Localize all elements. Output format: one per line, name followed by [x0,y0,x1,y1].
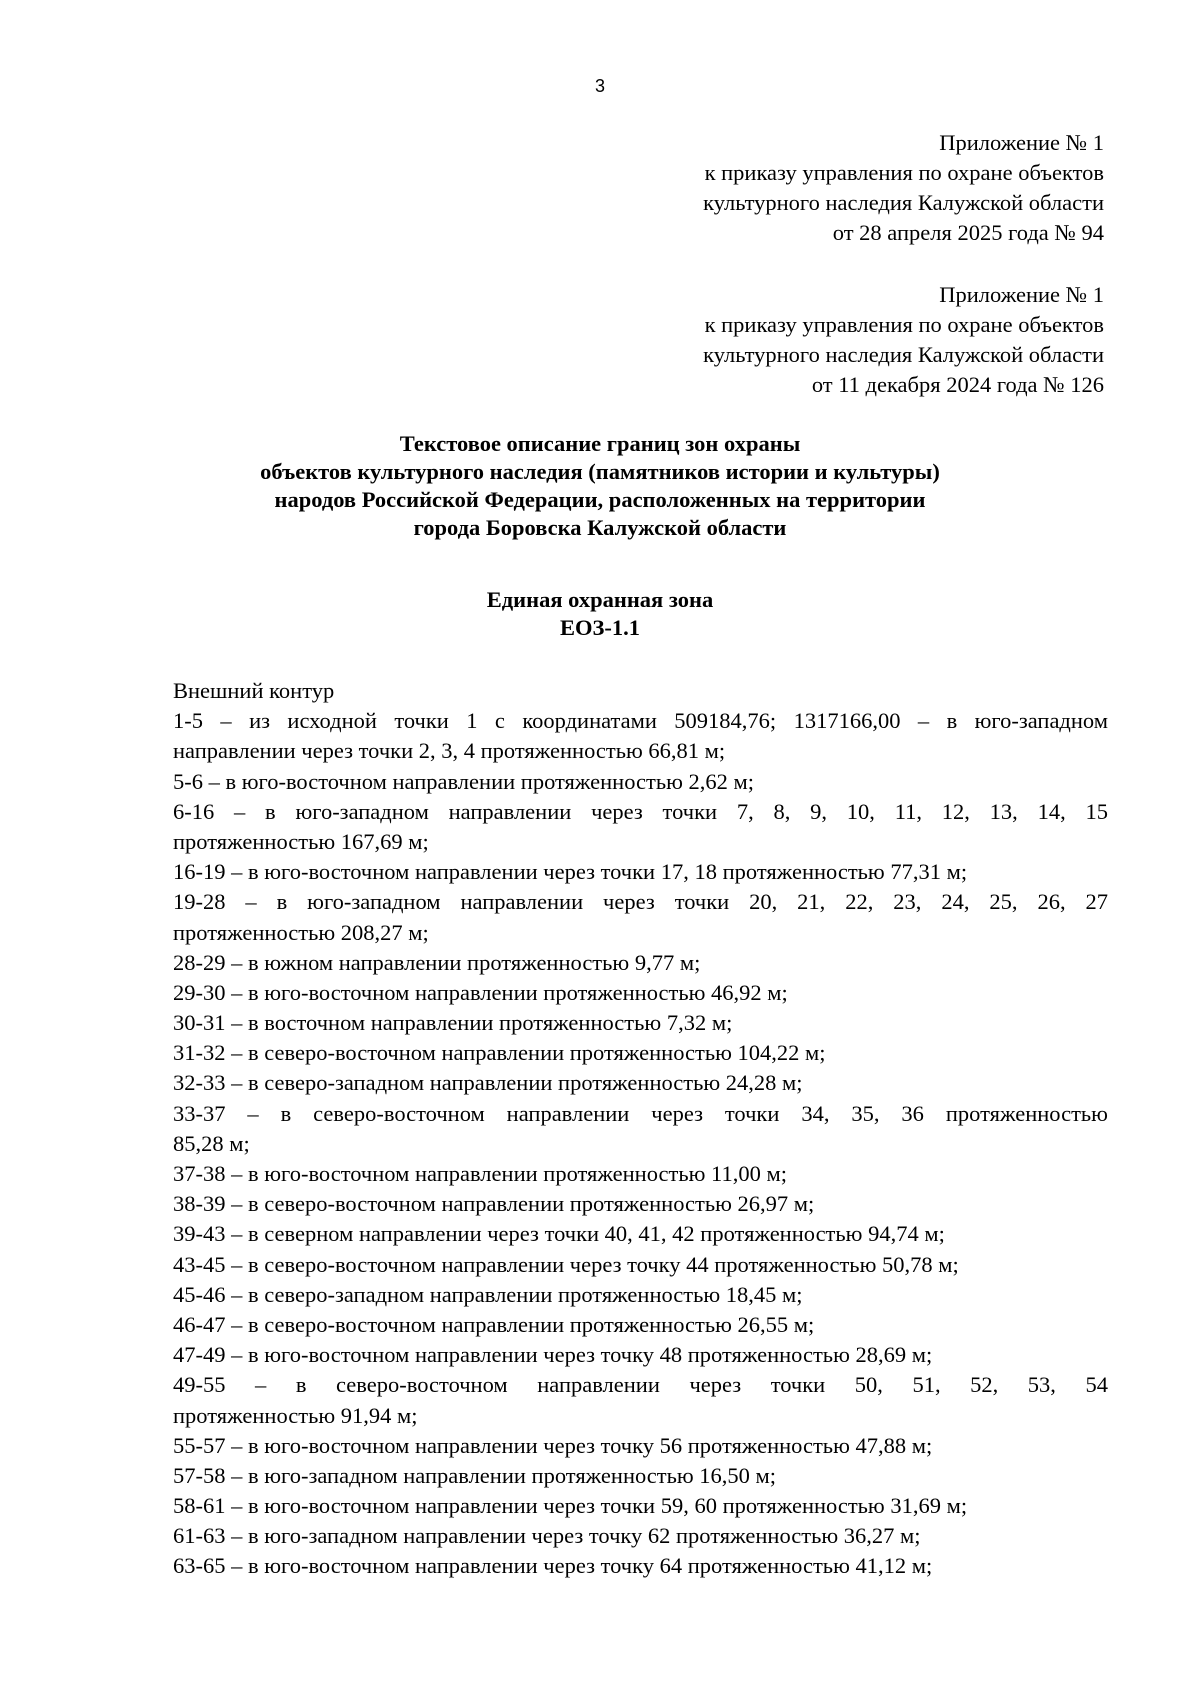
boundary-segment-line: направлении через точки 2, 3, 4 протяженностью 66,81 м; [173,738,726,764]
document-title-line: Текстовое описание границ зон охраны [399,431,801,456]
boundary-description [173,676,1108,1582]
boundary-segment-line: 49-55 – в северо-восточном направлении через точки 50, 51, 52, 53, 54 [173,1372,1108,1398]
boundary-segment-line: 55-57 – в юго-восточном направлении через точку 56 протяженностью 47,88 м; [173,1432,933,1458]
boundary-segment-line: 1-5 – из исходной точки 1 с координатами 509184,76; 1317166,00 – в юго-западном [173,708,1108,734]
boundary-segment-line: 33-37 – в северо-восточном направлении через точки 34, 35, 36 протяженностью [173,1100,1108,1126]
zone-heading [0,586,1200,642]
boundary-segment-line: 28-29 – в южном направлении протяженностью 9,77 м; [173,949,701,975]
boundary-segment-line: 46-47 – в северо-восточном направлении протяженностью 26,55 м; [173,1311,815,1337]
boundary-segment-line: 29-30 – в юго-восточном направлении протяженностью 46,92 м; [173,979,788,1005]
page-number: 3 [594,76,605,96]
appendix-title: Приложение № 1 [939,130,1104,155]
boundary-segment-line: 47-49 – в юго-восточном направлении через точку 48 протяженностью 28,69 м; [173,1342,933,1368]
boundary-segment-line: протяженностью 91,94 м; [173,1402,418,1428]
boundary-segment-line: 85,28 м; [173,1130,250,1156]
boundary-segment-line: 58-61 – в юго-восточном направлении через точки 59, 60 протяженностью 31,69 м; [173,1493,968,1519]
appendix-title: Приложение № 1 [939,282,1104,307]
boundary-segment-line: 57-58 – в юго-западном направлении протяженностью 16,50 м; [173,1462,777,1488]
boundary-segment-line: 45-46 – в северо-западном направлении протяженностью 18,45 м; [173,1281,803,1307]
appendix-authority-line: культурного наследия Калужской области [703,190,1104,215]
boundary-segment-line: 38-39 – в северо-восточном направлении протяженностью 26,97 м; [173,1191,815,1217]
boundary-segment-line: 61-63 – в юго-западном направлении через точку 62 протяженностью 36,27 м; [173,1523,921,1549]
appendix-header-current [703,128,1104,248]
boundary-segment-line: 5-6 – в юго-восточном направлении протяженностью 2,62 м; [173,768,755,794]
boundary-segment-line: 37-38 – в юго-восточном направлении протяженностью 11,00 м; [173,1161,787,1186]
boundary-segment-line: 6-16 – в юго-западном направлении через точки 7, 8, 9, 10, 11, 12, 13, 14, 15 [173,798,1108,824]
boundary-segment-line: 32-33 – в северо-западном направлении протяженностью 24,28 м; [173,1070,803,1096]
boundary-segment-line: 19-28 – в юго-западном направлении через точки 20, 21, 22, 23, 24, 25, 26, 27 [173,889,1108,915]
zone-code: ЕОЗ-1.1 [559,615,640,640]
boundary-segment-line: протяженностью 208,27 м; [173,919,429,945]
appendix-order-line: к приказу управления по охране объектов [704,160,1104,185]
boundary-segment-line: 16-19 – в юго-восточном направлении через точки 17, 18 протяженностью 77,31 м; [173,859,968,885]
boundary-segment-line: протяженностью 167,69 м; [173,828,429,854]
appendix-authority-line: культурного наследия Калужской области [703,342,1104,367]
zone-name: Единая охранная зона [486,587,714,612]
boundary-segment-line: 31-32 – в северо-восточном направлении протяженностью 104,22 м; [173,1040,826,1066]
document-title-line: объектов культурного наследия (памятников истории и культуры) [260,459,940,484]
appendix-date: от 28 апреля 2025 года № 94 [832,220,1104,245]
appendix-header-original [703,280,1104,400]
document-title-line: города Боровска Калужской области [413,515,787,540]
appendix-date: от 11 декабря 2024 года № 126 [811,372,1104,397]
contour-label: Внешний контур [173,678,335,703]
boundary-segment-line: 43-45 – в северо-восточном направлении через точку 44 протяженностью 50,78 м; [173,1251,959,1277]
document-title-line: народов Российской Федерации, расположенных на территории [274,487,926,512]
boundary-segment-line: 39-43 – в северном направлении через точки 40, 41, 42 протяженностью 94,74 м; [173,1221,945,1247]
boundary-segment-line: 63-65 – в юго-восточном направлении через точку 64 протяженностью 41,12 м; [173,1553,933,1579]
appendix-order-line: к приказу управления по охране объектов [704,312,1104,337]
document-title [0,430,1200,542]
boundary-segment-line: 30-31 – в восточном направлении протяженностью 7,32 м; [173,1010,733,1036]
